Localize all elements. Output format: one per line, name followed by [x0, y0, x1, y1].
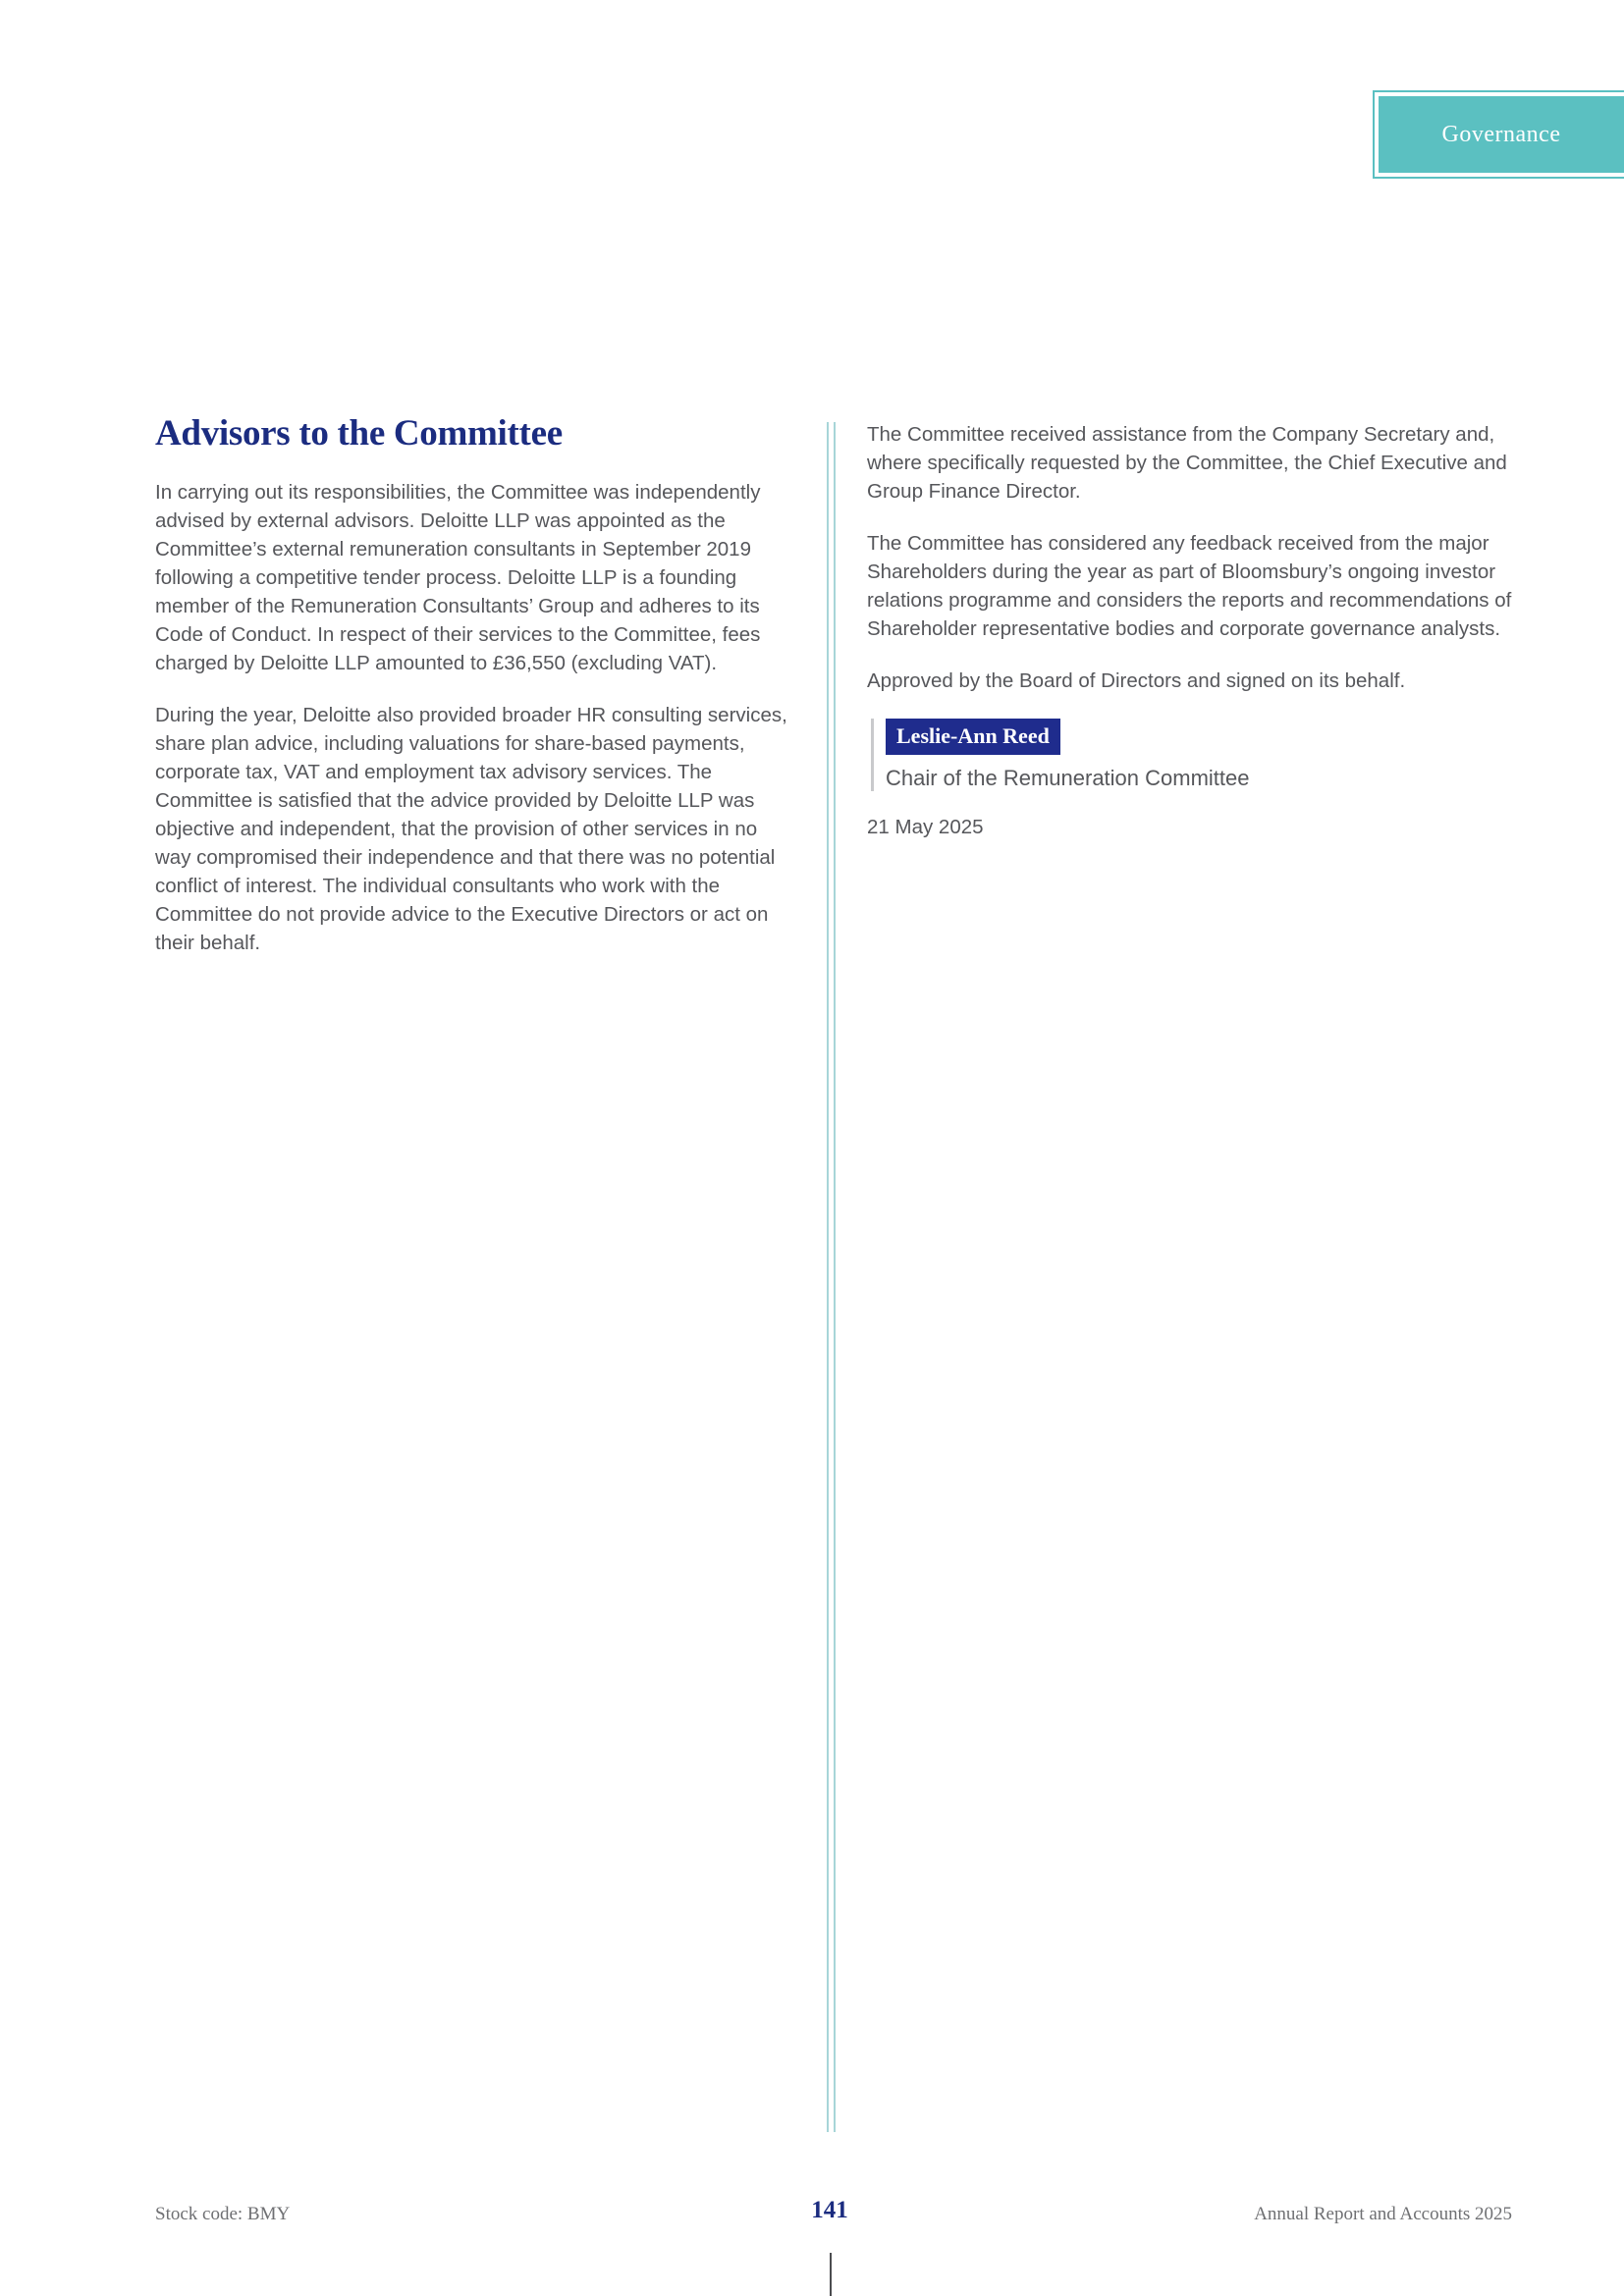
signatory-name-badge: Leslie-Ann Reed	[886, 719, 1060, 755]
page-title: Advisors to the Committee	[155, 413, 563, 454]
signature-date: 21 May 2025	[867, 816, 984, 838]
left-column	[155, 412, 791, 981]
governance-tab-fill	[1379, 96, 1624, 173]
footer-stock-code: Stock code: BMY	[155, 2204, 291, 2224]
signature-block	[871, 719, 1515, 791]
column-divider-line-right	[834, 422, 836, 2132]
governance-section-tab	[1373, 90, 1624, 179]
column-divider-line-left	[827, 422, 829, 2132]
footer-page-number: 141	[811, 2197, 848, 2223]
paragraph-advisors-1: In carrying out its responsibilities, the Committee was independently advised by external advisors. Deloitte LLP was appointed as the Committee’s external remuneration consultants in September 2019 following a competitive tender process. Deloitte LLP is a founding member of the Remuneration Consultants’ Group and adheres to its Code of Conduct. In respect of their services to the Committee, fees charged by Deloitte LLP amounted to £36,550 (excluding VAT).	[155, 481, 761, 674]
signatory-title: Chair of the Remuneration Committee	[886, 766, 1250, 790]
right-column	[867, 420, 1515, 839]
governance-tab-label: Governance	[1441, 121, 1561, 147]
paragraph-feedback: The Committee has considered any feedback received from the major Shareholders during the year as part of Bloomsbury’s ongoing investor relations programme and considers the reports and recommendations of Shareholder representative bodies and corporate governance analysts.	[867, 532, 1512, 640]
paragraph-advisors-2: During the year, Deloitte also provided broader HR consulting services, share plan advice, including valuations for share-based payments, corporate tax, VAT and employment tax advisory services. The Committee is satisfied that the advice provided by Deloitte LLP was objective and independent, that the provision of other services in no way compromised their independence and that there was no potential conflict of interest. The individual consultants who work with the Committee do not provide advice to the Executive Directors or act on their behalf.	[155, 704, 787, 954]
footer-report-title: Annual Report and Accounts 2025	[1254, 2204, 1512, 2224]
paragraph-assistance: The Committee received assistance from the Company Secretary and, where specifically requested by the Committee, the Chief Executive and Group Finance Director.	[867, 423, 1507, 503]
paragraph-approval: Approved by the Board of Directors and signed on its behalf.	[867, 669, 1406, 692]
bottom-divider-line	[830, 2253, 832, 2296]
